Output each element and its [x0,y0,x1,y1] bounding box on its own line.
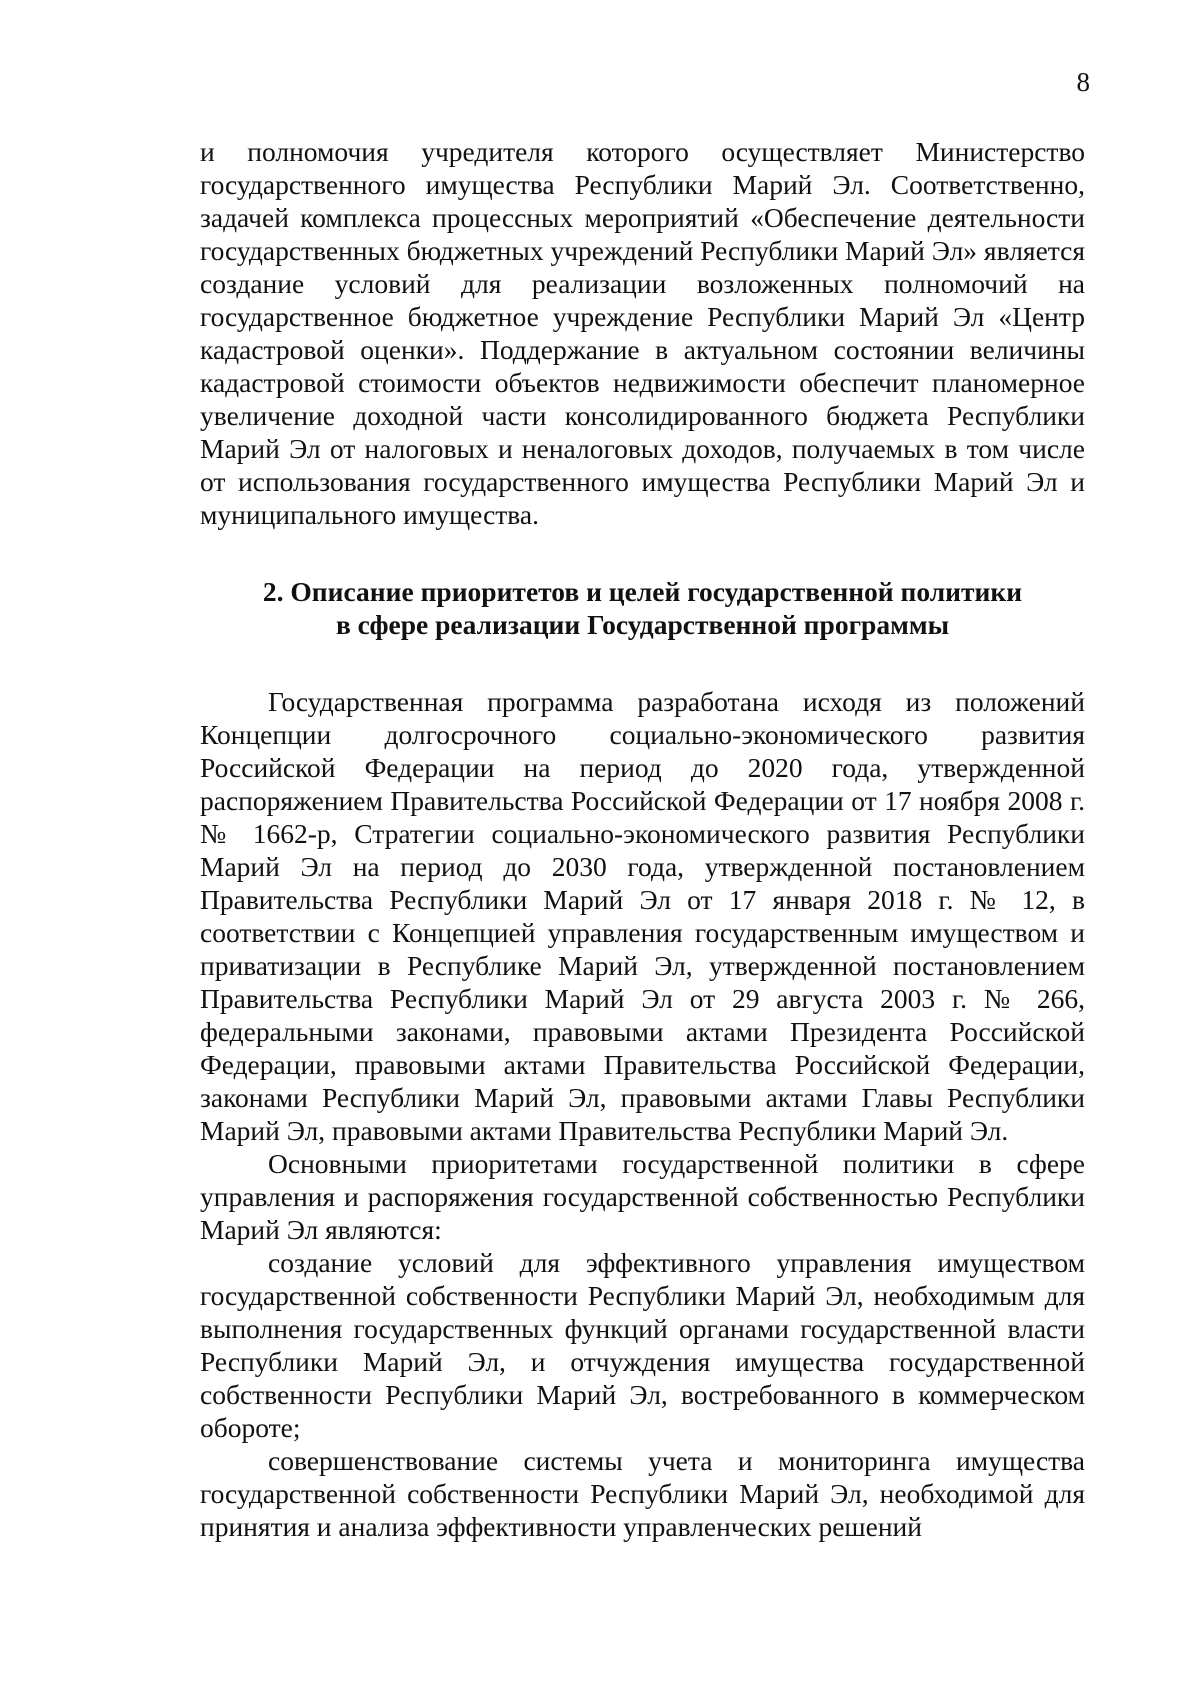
section-heading-line-2: в сфере реализации Государственной программы [335,609,950,640]
section-paragraph-priorities-intro: Основными приоритетами государственной политики в сфере управления и распоряжения государственной собственностью Республики Марий Эл являются: [200,1148,1085,1245]
section-heading [200,575,1085,641]
section-paragraph-basis: Государственная программа разработана исходя из положений Концепции долгосрочного социально-экономического развития Российской Федерации на период до 2020 года, утвержденной распоряжением Правительства Российской Федерации от 17 ноября 2008 г. № 1662-р, Стратегии социально-экономического развития Республики Марий Эл на период до 2030 года, утвержденной постановлением Правительства Республики Марий Эл от 17 января 2018 г. № 12, в соответствии с Концепцией управления государственным имуществом и приватизации в Республике Марий Эл, утвержденной постановлением Правительства Республики Марий Эл от 29 августа 2003 г. № 266, федеральными законами, правовыми актами Президента Российской Федерации, правовыми актами Правительства Российской Федерации, законами Республики Марий Эл, правовыми актами Главы Республики Марий Эл, правовыми актами Правительства Республики Марий Эл. [200,686,1085,1146]
section-paragraph-priority-management: создание условий для эффективного управления имуществом государственной собственности Республики Марий Эл, необходимым для выполнения государственных функций органами государственной власти Республики Марий Эл, и отчуждения имущества государственной собственности Республики Марий Эл, востребованного в коммерческом обороте; [200,1247,1085,1443]
section-paragraph-priority-accounting: совершенствование системы учета и мониторинга имущества государственной собственности Республики Марий Эл, необходимой для принятия и анализа эффективности управленческих решений [200,1445,1085,1542]
continuation-paragraph: и полномочия учредителя которого осуществляет Министерство государственного имущества Республики Марий Эл. Соответственно, задачей комплекса процессных мероприятий «Обеспечение деятельности государственных бюджетных учреждений Республики Марий Эл» является создание условий для реализации возложенных полномочий на государственное бюджетное учреждение Республики Марий Эл «Центр кадастровой оценки». Поддержание в актуальном состоянии величины кадастровой стоимости объектов недвижимости обеспечит планомерное увеличение доходной части консолидированного бюджета Республики Марий Эл от налоговых и неналоговых доходов, получаемых в том числе от использования государственного имущества Республики Марий Эл и муниципального имущества. [200,136,1085,530]
text-column [200,135,1085,1543]
page-number: 8 [1076,67,1090,97]
section-heading-line-1: 2. Описание приоритетов и целей государственной политики [262,576,1023,607]
